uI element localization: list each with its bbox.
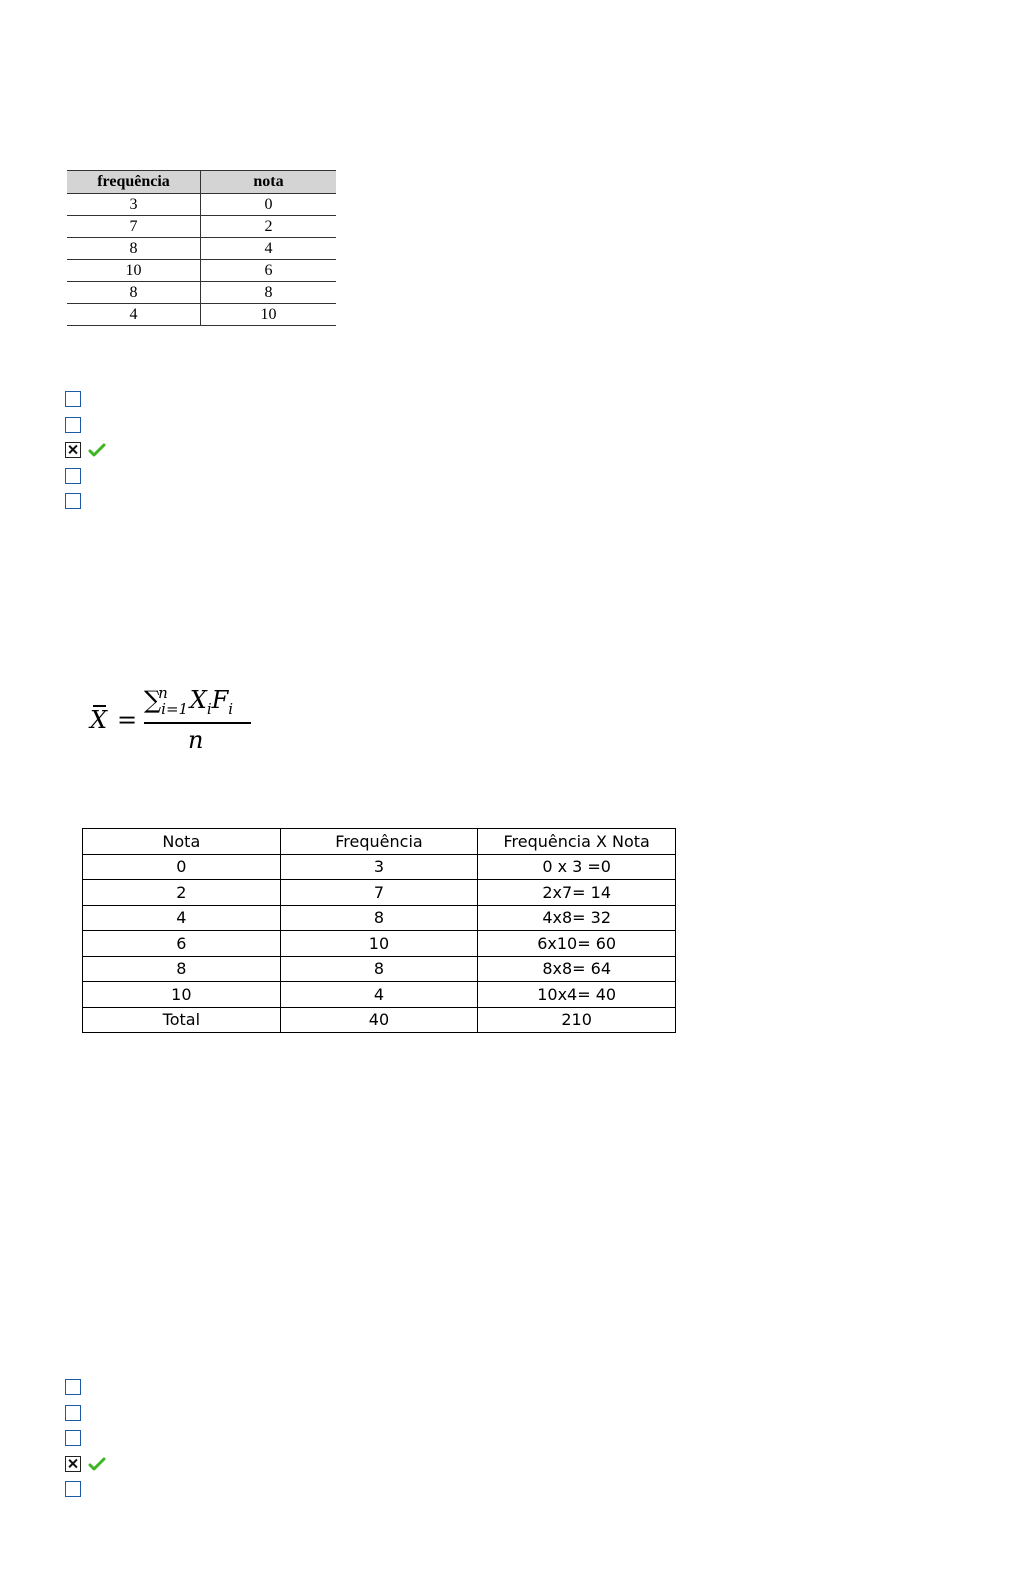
table-row [67,238,336,260]
cell-frequencia: 8 [280,956,478,982]
cell-frequencia: 8 [280,905,478,931]
cell-frequencia: 8 [67,238,201,260]
table-row [83,905,676,931]
cell-product: 210 [478,1007,676,1033]
header-frequencia-x-nota: Frequência X Nota [478,829,676,855]
cell-frequencia: 10 [67,260,201,282]
fraction-line [144,722,251,724]
cell-frequencia: 7 [280,880,478,906]
checkbox-checked[interactable] [65,1456,81,1472]
cell-nota: 6 [83,931,281,957]
checkbox[interactable] [65,468,81,484]
header-frequencia: frequência [67,171,201,194]
table-row [67,260,336,282]
cell-frequencia: 8 [67,282,201,304]
table-row [83,854,676,880]
table-row [83,931,676,957]
cell-product: 6x10= 60 [478,931,676,957]
mean-formula [90,686,260,756]
cell-nota: 0 [201,194,337,216]
table-row [67,304,336,326]
cell-nota: Total [83,1007,281,1033]
cell-nota: 2 [83,880,281,906]
frequency-grade-table [67,170,336,326]
checkbox[interactable] [65,1405,81,1421]
cell-frequencia: 4 [280,982,478,1008]
cell-nota: 8 [83,956,281,982]
cell-frequencia: 3 [280,854,478,880]
table-header-row [67,171,336,194]
table-row [67,194,336,216]
checkbox[interactable] [65,1430,81,1446]
formula-equals: = [117,706,138,734]
checkbox[interactable] [65,417,81,433]
cell-product: 0 x 3 =0 [478,854,676,880]
checkbox[interactable] [65,493,81,509]
table-row [67,282,336,304]
correct-check-icon [88,1455,106,1473]
cell-nota: 8 [201,282,337,304]
cell-frequencia: 7 [67,216,201,238]
cell-product: 8x8= 64 [478,956,676,982]
cell-nota: 10 [83,982,281,1008]
formula-mean-symbol: X [90,706,108,734]
table-row [67,216,336,238]
cell-product: 10x4= 40 [478,982,676,1008]
header-nota: nota [201,171,337,194]
checkbox[interactable] [65,1481,81,1497]
checkbox[interactable] [65,1379,81,1395]
cell-nota: 6 [201,260,337,282]
table-row [83,880,676,906]
cell-product: 2x7= 14 [478,880,676,906]
cell-frequencia: 40 [280,1007,478,1033]
correct-check-icon [88,441,106,459]
cell-nota: 4 [201,238,337,260]
calculation-table [82,828,676,1033]
cell-frequencia: 3 [67,194,201,216]
cell-product: 4x8= 32 [478,905,676,931]
header-nota: Nota [83,829,281,855]
cell-frequencia: 4 [67,304,201,326]
table-row [83,956,676,982]
cell-frequencia: 10 [280,931,478,957]
cell-nota: 4 [83,905,281,931]
formula-denominator: n [188,726,204,754]
checkbox-checked[interactable] [65,442,81,458]
checkbox[interactable] [65,391,81,407]
cell-nota: 2 [201,216,337,238]
table-header-row [83,829,676,855]
table-row [83,982,676,1008]
total-row [83,1007,676,1033]
cell-nota: 0 [83,854,281,880]
cell-nota: 10 [201,304,337,326]
formula-numerator: $\sum_{i=1}^n$ $X_iF_i$ [144,684,234,718]
header-frequencia: Frequência [280,829,478,855]
